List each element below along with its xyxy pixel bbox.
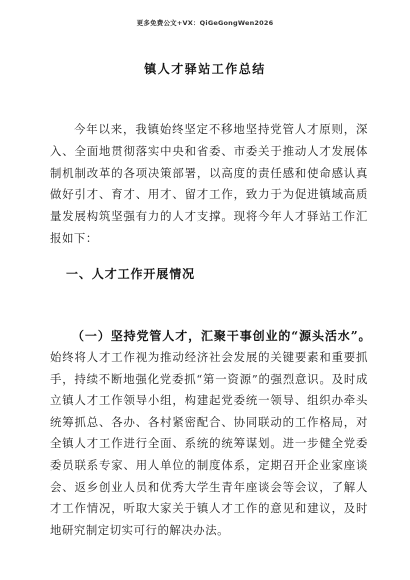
document-title: 镇人才驿站工作总结: [144, 62, 266, 76]
intro-paragraph: 今年以来，我镇始终坚定不移地坚持党管人才原则，深入、全面地贯彻落实中央和省委、市委关于推动人才发展体制机制改革的各项决策部署，以高度的责任感和使命感认真做好引才、育才、用才、留才工作，致力于为促进镇域高质量发展构筑坚强有力的人才支撑。现将今年人才驿站工作汇报如下：: [50, 122, 368, 245]
subsection-body-paragraph: 始终将人才工作视为推动经济社会发展的关键要素和重要抓手，持续不断地强化党委抓“第一资源”的强烈意识。及时成立镇人才工作领导小组，构建起党委统一领导、组织办牵头统筹抓总、各办、各村紧密配合、协同联动的工作格局，对全镇人才工作进行全面、系统的统筹谋划。进一步健全党委委员联系专家、用人单位的制度体系，定期召开企业家座谈会、返乡创业人员和优秀大学生青年座谈会等会议，了解人才工作情况，听取大家关于镇人才工作的意见和建议，及时地研究制定切实可行的解决办法。: [50, 350, 368, 537]
subsection-heading: （一）坚持党管人才，汇聚干事创业的“源头活水”。: [72, 329, 372, 343]
header-note: 更多免费公文+VX：QiGeGongWen2026: [136, 19, 274, 27]
section-heading: 一、人才工作开展情况: [66, 267, 196, 281]
